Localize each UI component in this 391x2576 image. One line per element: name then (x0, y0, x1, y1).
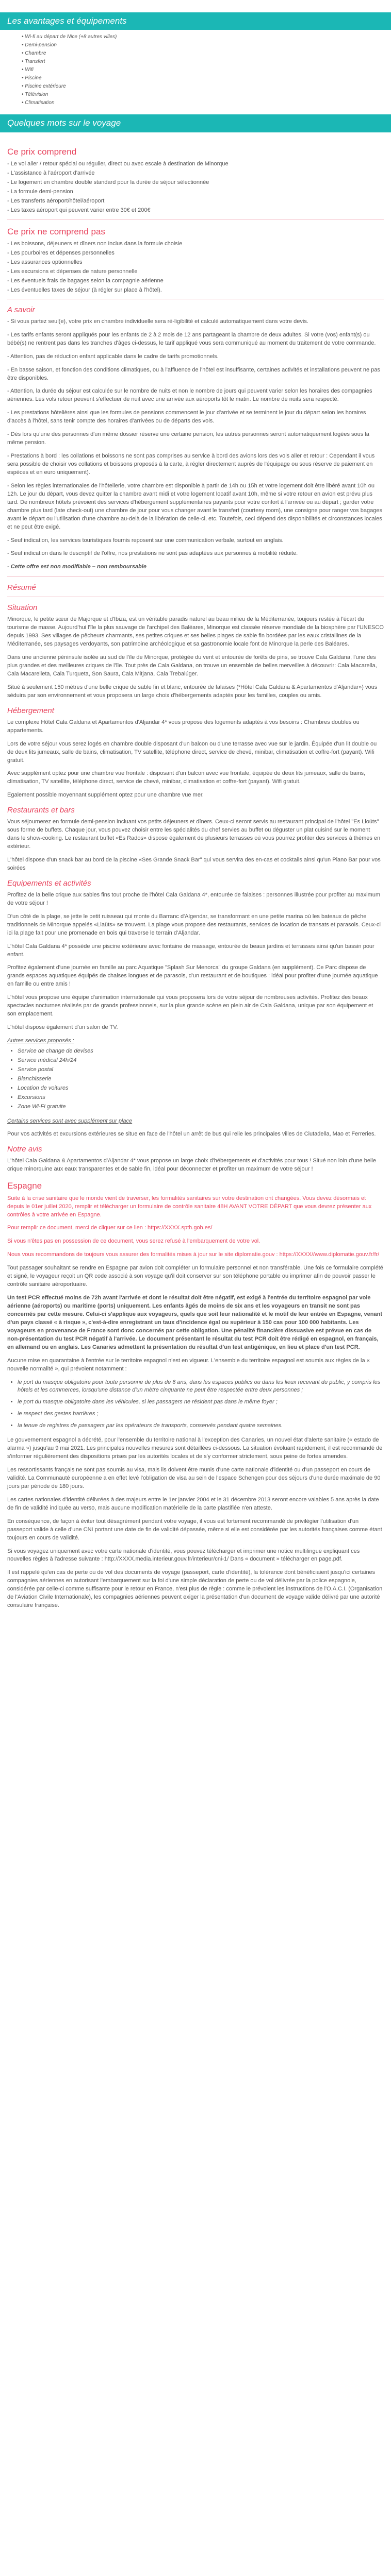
our-opinion-body: L'hôtel Cala Galdana & Apartamentos d'Aljandar 4* vous propose un large choix d'hébergements et d'activités pour tous ! Situé non loin d'une belle crique minorquine aux eaux transparentes et de sable fin, idéal pour déconnecter et profiter un maximum de votre séjour ! (7, 1158, 376, 1173)
other-services-list (7, 1047, 384, 1111)
price-includes-item: - L'assistance à l'aéroport d'arrivée (7, 170, 95, 177)
spain-more-body (7, 1436, 384, 1610)
spain-paragraph: Tout passager souhaitant se rendre en Espagne par avion doit compléter un formulaire personnel et non transférable. Une fois ce formulaire complété et signé, le voyageur reçoit un QR code associé à son voyage qu'il doit conserver sur son téléphone portable ou imprimer afin de pouvoir passer le contrôle sanitaire aéroportuaire. (7, 1265, 383, 1288)
good-to-know-paragraph: - Seuf indication, les services touristiques fournis reposent sur une communication verbale, surtout en anglais. (7, 537, 284, 544)
service-item: • Excursions (18, 1094, 384, 1102)
good-to-know-paragraph: - En basse saison, et fonction des conditions climatiques, ou à l'affluence de l'hôtel est insuffisante, certaines activités et installations peuvent ne pas être disponibles. (7, 366, 380, 381)
facilities-paragraph: D'un côté de la plage, se jette le petit ruisseau qui monte du Barranc d'Algendar, se transformant en une petite marina où les bateaux de pêche traditionnels de Minorque appelés «Llaüts» se trouvent. La plage vous propose des restaurants, services de location de transats et parasols. Ceux-ci ici la plage fait pour une promenade en bois qui traverse le terrain d'Aljandar. (7, 913, 381, 936)
good-to-know-paragraph: - Attention, pas de réduction enfant applicable dans le cadre de tarifs promotionnels. (7, 353, 219, 360)
price-excludes-item: - Les assurances optionnelles (7, 259, 83, 266)
location-paragraph: Situé à seulement 150 mètres d'une belle crique de sable fin et blanc, entourée de falaises (*Hôtel Cala Galdana & Apartamentos d'Aljandar») vous séduira par son environnement et vous proposera un large choix d'hébergements adaptés pour les familles, couples ou amis. (7, 684, 378, 699)
price-includes-item: - Les transferts aéroport/hôtel/aéroport (7, 197, 105, 204)
facilities-paragraph: L'hôtel dispose également d'un salon de TV. (7, 1024, 118, 1031)
price-excludes-item: - Les éventuels frais de bagages selon la compagnie aérienne (7, 277, 164, 284)
price-excludes-list (7, 240, 384, 295)
price-excludes-item: - Les excursions et dépenses de nature personnelle (7, 268, 138, 275)
facilities-title: Equipements et activités (7, 878, 91, 888)
service-item: • Blanchisserie (18, 1075, 384, 1083)
spain-alert-paragraph: Pour remplir ce document, merci de cliquer sur ce lien : https://XXXX.spth.gob.es/ (7, 1225, 213, 1231)
spain-alert-paragraph: Suite à la crise sanitaire que le monde vient de traverser, les formalités sanitaires sur votre destination ont changées. Vous devez désormais et depuis le 01er juillet 2020, remplir et télécharger un formulaire de contrôle sanitaire 48H AVANT VOTRE DÉPART que vous devrez présenter aux contrôles à votre arrivée en Espagne. (7, 1195, 372, 1218)
feature-item: • Transfert (22, 58, 391, 66)
spain-paragraph: Aucune mise en quarantaine à l'entrée sur le territoire espagnol n'est en vigueur. L'ensemble du territoire espagnol est soumis aux règles de la « nouvelle normalité », qui prévoient notamment : (7, 1357, 370, 1372)
restaurants-paragraph: L'hôtel dispose d'un snack bar au bord de la piscine «Ses Grande Snack Bar" qui vous servira des en-cas et cocktails ainsi qu'un Piano Bar pour vos soirées (7, 857, 381, 871)
spain-more-paragraph: Si vous voyagez uniquement avec votre carte nationale d'identité, vous pouvez télécharger et imprimer une notice multilingue expliquant ces nouvelles règles à l'adresse suivante : http://XXXX.media.interieur.gouv.fr/interieur/cni-1/ Dans « document » télécharger en page.pdf. (7, 1548, 360, 1563)
spain-title: Espagne (7, 1181, 42, 1191)
facilities-paragraph: L'hôtel vous propose une équipe d'animation internationale qui vous proposera lors de votre séjour de nombreuses activités. Profitez des beaux spectacles nocturnes réalisés par de grands professionnels, sur la plus grande scène en plein air de Cala Galdana, unique par son équipement et son emplacement. (7, 994, 373, 1018)
accommodation-paragraph: Egalement possible moyennant supplément optez pour une chambre vue mer. (7, 792, 204, 799)
service-item: • Service médical 24h/24 (18, 1057, 384, 1065)
spain-body (7, 1264, 384, 1373)
spain-more-paragraph: Les cartes nationales d'identité délivrées à des majeurs entre le 1er janvier 2004 et le 31 décembre 2013 seront encore valables 5 ans après la date de fin de validité indiquée au verso, mais aucune modification matérielle de la carte plastifiée n'en atteste. (7, 1496, 379, 1511)
summary-title: Résumé (7, 583, 36, 592)
price-includes-item: - Le logement en chambre double standard pour la durée de séjour sélectionnée (7, 179, 209, 186)
bus-note: Pour vos activités et excursions extérieures se situe en face de l'hôtel un arrêt de bus qui relie les principales villes de Ciutadella, Mao et Ferreries. (7, 1131, 376, 1138)
feature-item: • Demi-pension (22, 41, 391, 49)
price-includes-item: - La formule demi-pension (7, 188, 73, 195)
our-opinion-title: Notre avis (7, 1145, 42, 1154)
good-to-know-paragraph: - Les tarifs enfants seront appliqués pour les enfants de 2 à 2 mois de 12 ans partageant la chambre de deux adultes. Si votre (vos) enfant(s) ou bébé(s) ne rentrent pas dans les tranches d'âges ci-dessus, le tarif appliqué vous sera communiqué au moment du traitement de votre commande. (7, 331, 376, 346)
restaurants-body (7, 818, 384, 873)
service-item: • Zone Wi-Fi gratuite (18, 1103, 384, 1111)
good-to-know-paragraph: - Attention, la durée du séjour est calculée sur le nombre de nuits et non le nombre de jours qui peuvent varier selon les horaires des compagnies aériennes. Les vols retour peuvent s'effectuer de nuit avec une arrivée aux aéroports tôt le matin. Le nombre de nuits sera respecté. (7, 388, 372, 403)
feature-item: • Piscine extérieure (22, 82, 391, 91)
spain-diplomacy-link[interactable]: Nous vous recommandons de toujours vous assurer des formalités mises à jour sur le site diplomatie.gouv : https://XXXX//www.diplomatie.gouv.fr/fr/ (7, 1251, 380, 1258)
feature-item: • Chambre (22, 49, 391, 58)
location-title: Situation (7, 603, 38, 613)
price-includes-title: Ce prix comprend (7, 146, 77, 157)
service-item: • Service postal (18, 1066, 384, 1074)
good-to-know-body (7, 318, 384, 558)
feature-item: • Climatisation (22, 99, 391, 107)
spain-more-paragraph: Les ressortissants français ne sont pas soumis au visa, mais ils doivent être munis d'une carte nationale d'identité ou d'un passeport en cours de validité. La Communauté européenne a en effet levé l'obligation de visa au sein de l'espace Schengen pour des séjours d'une durée maximale de 90 jours par période de 180 jours. (7, 1467, 381, 1489)
feature-item: • Wi-fi au départ de Nice (+8 autres villes) (22, 33, 391, 41)
location-body (7, 616, 384, 700)
price-excludes-item: - Les éventuelles taxes de séjour (à régler sur place à l'hôtel). (7, 286, 162, 293)
non-refundable-note: - Cette offre est non modifiable – non remboursable (7, 564, 146, 570)
services-extra-note: Certains services sont avec supplément sur place (7, 1117, 133, 1124)
good-to-know-paragraph: - Si vous partez seul(e), votre prix en chambre individuelle sera ré-ligibilité et calculé automatiquement dans votre devis. (7, 318, 308, 325)
good-to-know-paragraph: - Prestations à bord : les collations et boissons ne sont pas comprises au service à bord des avions lors des vols aller et retour : Cependant il vous sera possible de choisir vos collations et boissons proposés à la carte, à régler directement auprès de l'équipage ou sous réserve de paiement en espèces et en euro uniquement). (7, 453, 375, 476)
accommodation-paragraph: Avec supplément optez pour une chambre vue frontale : disposant d'un balcon avec vue frontale, équipée de deux lits jumeaux, salle de bains, climatisation, TV satellite, téléphone direct, service de chevé, minibar, climatisation et coffre-fort (payant). Wifi gratuit. (7, 770, 366, 785)
restaurants-title: Restaurants et bars (7, 806, 75, 815)
service-item: • Location de voitures (18, 1084, 384, 1093)
facilities-body (7, 891, 384, 1032)
price-includes-list (7, 160, 384, 215)
price-includes-item: - Le vol aller / retour spécial ou régulier, direct ou avec escale à destination de Minorque (7, 161, 229, 167)
spain-more-paragraph: Le gouvernement espagnol a décrété, pour l'ensemble du territoire national à l'exception des Canaries, un nouvel état d'alerte sanitaire (« estado de alarma ») jusqu'au 9 mai 2021. Les principales nouvelles mesures sont détaillées ci-dessous. La situation évoluant rapidement, il est recommandé de s'informer régulièrement des dispositions prises par les autorités locales et de s'y conformer strictement, sous peine de fortes amendes. (7, 1437, 383, 1460)
good-to-know-paragraph: - Selon les règles internationales de l'hôtellerie, votre chambre est disponible à partir de 14h ou 15h et votre logement doit être libéré avant 10h ou 12h. Le jour du départ, vous devez quitter la chambre avant midi et votre logement locatif avant 10h, même si votre retour en avion est prévu plus tard. De nombreux hôtels prévoient des services d'hébergement supplémentaires payants pour votre confort à l'arrivée ou au départ ; garder votre chambre plus tard (late check-out) une chambre de jour pour vous changer avant le transfert (courtesy room), une consigne pour ranger vos bagages avant le départ ou l'utilisation d'une chambre au-delà de la libération de celle-ci, etc. Toutefois, ceci dépend des disponibilités et circonstances locales et ne peut être exigé. (7, 482, 383, 530)
feature-item: • Piscine (22, 74, 391, 82)
feature-item: • Wifi (22, 66, 391, 74)
about-trip-heading: Quelques mots sur le voyage (0, 114, 391, 132)
accommodation-title: Hébergement (7, 706, 54, 715)
spain-rules-list (7, 1379, 384, 1431)
spain-rule-item: • le port du masque obligatoire pour toute personne de plus de 6 ans, dans les espaces publics ou dans les lieux recevant du public, y compris les hôtels et les commerces, lorsqu'une distance d'un mètre cinquante ne peut être respectée entre deux personnes ; (18, 1379, 384, 1395)
good-to-know-paragraph: - Les prestations hôtelières ainsi que les formules de pensions commencent le jour d'arrivée et se terminent le jour du départ selon les horaires d'accès à l'hôtel, sans tenir compte des horaires d'arrivées ou de départs des vols. (7, 410, 366, 425)
other-services-title: Autres services proposés : (7, 1038, 74, 1044)
spain-more-paragraph: Il est rappelé qu'en cas de perte ou de vol des documents de voyage (passeport, carte d'identité), la tolérance dont bénéficiaient jusqu'ici certaines compagnies aériennes en autorisant l'embarquement sur la foi d'une simple déclaration de perte ou de vol délivrée par la police espagnole, considérée par celle-ci comme suffisante pour le retour en France, n'est plus de règle : comme le prévoient les instructions de l'O.A.C.I. (Organisation de l'Aviation Civile Internationale), les compagnies aériennes peuvent exiger la présentation d'un document de voyage valide délivré par une autorité consulaire française. (7, 1569, 383, 1609)
facilities-paragraph: L'hôtel Cala Galdana 4* possède une piscine extérieure avec fontaine de massage, entourée de beaux jardins et terrasses ainsi qu'un bassin pour enfant. (7, 943, 374, 958)
location-paragraph: Minorque, le petite sœur de Majorque et d'Ibiza, est un véritable paradis naturel au beau milieu de la Méditerranée, toujours restée à l'écart du tourisme de masse. Aujourd'hui l'île la plus sauvage de l'archipel des Baléares, Minorque est classée réserve mondiale de la biosphère par l'UNESCO depuis 1993. Ses villages de pêcheurs charmants, ses petites criques et ses belles plages de sable fin bordées par les eaux cristallines de la Méditerranée, ses paysages verdoyants, son patrimoine archéologique et sa gastronomie locale font de Minorque la perle des Baléares. (7, 616, 384, 648)
spain-more-paragraph: En conséquence, de façon à éviter tout désagrément pendant votre voyage, il vous est fortement recommandé de privilégier l'utilisation d'un passeport valide à celle d'une CNI portant une date de fin de validité dépassée, même si elle est considérée par les autorités françaises comme étant toujours en cours de validité. (7, 1518, 382, 1541)
price-excludes-item: - Les pourboires et dépenses personnelles (7, 250, 115, 257)
spain-rule-item: • le respect des gestes barrières ; (18, 1410, 384, 1418)
price-includes-item: - Les taxes aéroport qui peuvent varier entre 30€ et 200€ (7, 207, 151, 213)
spain-rule-item: • la tenue de registres de passagers par les opérateurs de transports, conservés pendant quatre semaines. (18, 1422, 384, 1430)
spain-rule-item: • le port du masque obligatoire dans les véhicules, si les passagers ne résident pas dans le même foyer ; (18, 1398, 384, 1406)
features-heading: Les avantages et équipements (0, 12, 391, 30)
restaurants-paragraph: Vous séjournerez en formule demi-pension incluant vos petits déjeuners et dîners. Ceux-ci seront servis au restaurant principal de l'hôtel "Es Lloüts" sous forme de buffets. Chaque jour, vous pouvez choisir entre les spécialités du chef servies au buffet ou déguster un plat cuisiné sur le moment dans le show-cooking. Le restaurant buffet «Es Rados» dispose également de plusieurs terrasses où vous pourrez profiter des services à thèmes en extérieur. (7, 819, 381, 850)
good-to-know-title: A savoir (7, 305, 35, 314)
facilities-paragraph: Profitez de la belle crique aux sables fins tout proche de l'hôtel Cala Galdana 4*, entourée de falaises : personnes illustrée pour profiter au maximum de votre séjour ! (7, 891, 381, 906)
features-list (0, 33, 391, 107)
spain-alert-paragraph: Si vous n'êtes pas en possession de ce document, vous serez refusé à l'embarquement de votre vol. (7, 1238, 260, 1245)
feature-item: • Télévision (22, 91, 391, 99)
good-to-know-paragraph: - Seuf indication dans le descriptif de l'offre, nos prestations ne sont pas adaptées aux personnes à mobilité réduite. (7, 550, 298, 557)
accommodation-paragraph: Lors de votre séjour vous serez logés en chambre double disposant d'un balcon ou d'une terrasse avec vue sur le jardin. Équipée d'un lit double ou de deux lits jumeaux, salle de bains, climatisation, TV satellite, téléphone direct, service de chevé, minibar, climatisation et coffre-fort (payant). Wifi gratuit. (7, 740, 377, 764)
price-excludes-item: - Les boissons, déjeuners et dîners non inclus dans la formule choisie (7, 241, 183, 247)
spain-paragraph: Un test PCR effectué moins de 72h avant l'arrivée et dont le résultat doit être négatif, est exigé à l'entrée du territoire espagnol par voie aérienne (aéroports) ou maritime (ports) uniquement. Les enfants âgés de moins de six ans et les voyageurs en transit ne sont pas concernés par cette mesure. Celui-ci s'applique aux voyageurs, quels que soit leur nationalité et le motif de leur entrée en Espagne, venant d'un pays classé « à risque », c'est-à-dire enregistrant un taux d'incidence égal ou supérieur à 150 cas pour 100 000 habitants. Les voyageurs en provenance de France sont donc concernés par cette obligation. Une pénalité financière dissuasive est prévue en cas de non-présentation du test PCR négatif à l'arrivée. Le document présentant le résultat du test PCR doit être rédigé en espagnol, en français, en allemand ou en anglais. Les Canaries admettent la présentation du résultat d'un test antigénique, en lieu et place d'un test PCR. (7, 1295, 382, 1350)
service-item: • Service de change de devises (18, 1047, 384, 1056)
spain-sanitary-alert (7, 1195, 384, 1246)
location-paragraph: Dans une ancienne péninsule isolée au sud de l'île de Minorque, protégée du vent et entourée de forêts de pins, se trouve Cala Galdana, l'une des plus grandes et des meilleures criques de l'île. Tout près de Cala Galdana, on trouve un ensemble de belles merveilles à découvrir: Cala Macarella, Cala Macarelleta, Cala Turqueta, Son Saura, Cala Mitjana, Cala Trebalúger. (7, 654, 377, 677)
accommodation-paragraph: Le complexe Hôtel Cala Galdana et Apartamentos d'Aljandar 4* vous propose des logements adaptés à vos besoins : Chambres doubles ou appartements. (7, 719, 360, 734)
facilities-paragraph: Profitez également d'une journée en famille au parc Aquatique "Splash Sur Menorca" du groupe Galdana (en supplément). Ce Parc dispose de grands espaces aquatiques équipés de chaises longues et de parasols, d'un restaurant et de boutiques : idéal pour profiter d'une journée aquatique en famille ou entre amis ! (7, 964, 378, 988)
accommodation-body (7, 719, 384, 800)
good-to-know-paragraph: - Dès lors qu'une des personnes d'un même dossier réserve une certaine pension, les autres personnes seront automatiquement logées sous la même pension. (7, 431, 369, 446)
price-excludes-title: Ce prix ne comprend pas (7, 226, 105, 236)
